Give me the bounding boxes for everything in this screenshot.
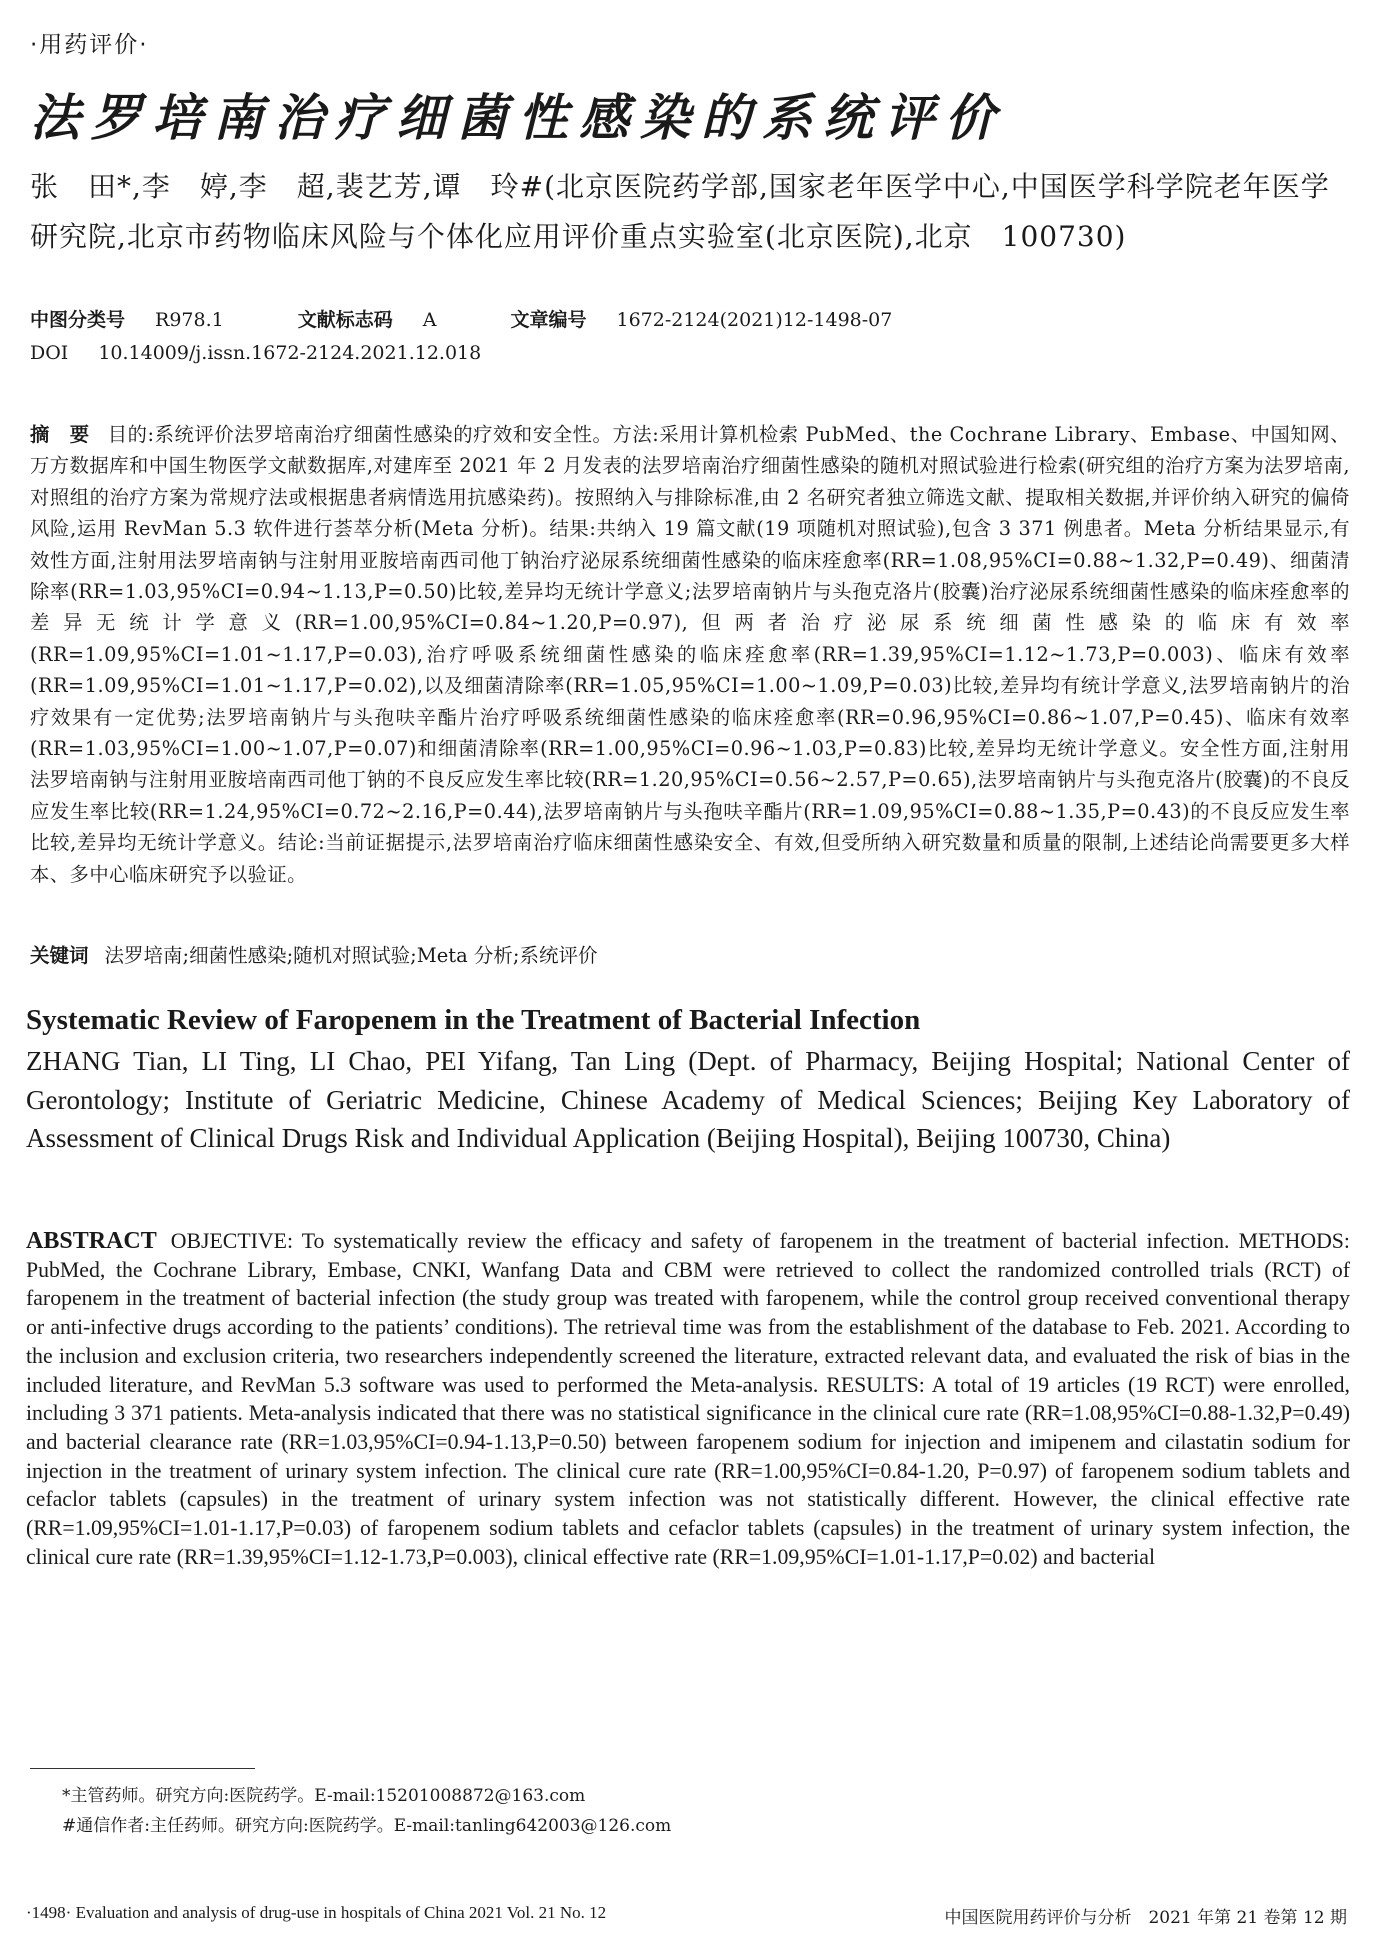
clc-label: 中图分类号 (30, 309, 126, 331)
en-authors-affiliation: ZHANG Tian, LI Ting, LI Chao, PEI Yifang, Tan Ling (Dept. of Pharmacy, Beijing Hospital; National Center of Gerontology; Institute of Geriatric Medicine, Chinese Academy of Medical Sciences; Beijing Key Laboratory of Assessment of Clinical Drugs Risk and Individual Application (Beijing Hospital), Beijing 100730, China) (26, 1046, 1350, 1153)
doi-row (30, 342, 481, 364)
doi-label: DOI (30, 342, 69, 364)
cn-abstract-text: 目的:系统评价法罗培南治疗细菌性感染的疗效和安全性。方法:采用计算机检索 PubMed、the Cochrane Library、Embase、中国知网、万方数据库和中国生物医学文献数据库,对建库至 2021 年 2 月发表的法罗培南治疗细菌性感染的随机对照试验进行检索(研究组的治疗方案为法罗培南,对照组的治疗方案为常规疗法或根据患者病情选用抗感染药)。按照纳入与排除标准,由 2 名研究者独立筛选文献、提取相关数据,并评价纳入研究的偏倚风险,运用 RevMan 5.3 软件进行荟萃分析(Meta 分析)。结果:共纳入 19 篇文献(19 项随机对照试验),包含 3 371 例患者。Meta 分析结果显示,有效性方面,注射用法罗培南钠与注射用亚胺培南西司他丁钠治疗泌尿系统细菌性感染的临床痊愈率(RR=1.08,95%CI=0.88~1.32,P=0.49)、细菌清除率(RR=1.03,95%CI=0.94~1.13,P=0.50)比较,差异均无统计学意义;法罗培南钠片与头孢克洛片(胶囊)治疗泌尿系统细菌性感染的临床痊愈率的差异无统计学意义(RR=1.00,95%CI=0.84~1.20,P=0.97),但两者治疗泌尿系统细菌性感染的临床有效率(RR=1.09,95%CI=1.01~1.17,P=0.03),治疗呼吸系统细菌性感染的临床痊愈率(RR=1.39,95%CI=1.12~1.73,P=0.003)、临床有效率(RR=1.09,95%CI=1.01~1.17,P=0.02),以及细菌清除率(RR=1.05,95%CI=1.00~1.09,P=0.03)比较,差异均有统计学意义,法罗培南钠片的治疗效果有一定优势;法罗培南钠片与头孢呋辛酯片治疗呼吸系统细菌性感染的临床痊愈率(RR=0.96,95%CI=0.86~1.07,P=0.45)、临床有效率(RR=1.03,95%CI=1.00~1.07,P=0.07)和细菌清除率(RR=1.00,95%CI=0.96~1.03,P=0.83)比较,差异均无统计学意义。安全性方面,注射用法罗培南钠与注射用亚胺培南西司他丁钠的不良反应发生率比较(RR=1.20,95%CI=0.56~2.57,P=0.65),法罗培南钠片与头孢克洛片(胶囊)的不良反应发生率比较(RR=1.24,95%CI=0.72~2.16,P=0.44),法罗培南钠片与头孢呋辛酯片(RR=1.09,95%CI=0.88~1.35,P=0.43)的不良反应发生率比较,差异均无统计学意义。结论:当前证据提示,法罗培南治疗临床细菌性感染安全、有效,但受所纳入研究数量和质量的限制,上述结论尚需要更多大样本、多中心临床研究予以验证。 (30, 423, 1351, 886)
en-abstract (26, 1227, 1350, 1571)
page-title: 法罗培南治疗细菌性感染的系统评价 (30, 89, 1006, 147)
en-abstract-text: OBJECTIVE: To systematically review the efficacy and safety of faropenem in the treatment of bacterial infection. METHODS: PubMed, the Cochrane Library, Embase, CNKI, Wanfang Data and CBM were retrieved to collect the randomized controlled trials (RCT) of faropenem in the treatment of bacterial infection (the study group was treated with faropenem, while the control group received conventional therapy or anti-infective drugs according to the patients’ conditions). The retrieval time was from the establishment of the database to Feb. 2021. According to the inclusion and exclusion criteria, two researchers independently screened the literature, extracted relevant data, and evaluated the risk of bias in the included literature, and RevMan 5.3 software was used to performed the Meta-analysis. RESULTS: A total of 19 articles (19 RCT) were enrolled, including 3 371 patients. Meta-analysis indicated that there was no statistical significance in the clinical cure rate (RR=1.08,95%CI=0.88-1.32,P=0.49) and bacterial clearance rate (RR=1.03,95%CI=0.94-1.13,P=0.50) between faropenem sodium for injection and imipenem and cilastatin sodium for injection in the treatment of urinary system infection. The clinical cure rate (RR=1.00,95%CI=0.84-1.20, P=0.97) of faropenem sodium tablets and cefaclor tablets (capsules) in the treatment of urinary system infection was not statistically different. However, the clinical effective rate (RR=1.09,95%CI=1.01-1.17,P=0.03) of faropenem sodium tablets and cefaclor tablets (capsules) in the treatment of urinary system infection, the clinical cure rate (RR=1.39,95%CI=1.12-1.73,P=0.003), clinical effective rate (RR=1.09,95%CI=1.01-1.17,P=0.02) and bacterial (26, 1229, 1350, 1569)
footnote-first-author: *主管药师。研究方向:医院药学。E-mail:15201008872@163.com (62, 1786, 586, 1806)
footer-journal-en: ·1498· Evaluation and analysis of drug-use in hospitals of China 2021 Vol. 21 No. 12 (26, 1903, 607, 1922)
doc-code-value: A (422, 309, 437, 331)
doc-code-label: 文献标志码 (297, 309, 393, 331)
cn-keywords-label: 关键词 (30, 944, 89, 967)
doi-value: 10.14009/j.issn.1672-2124.2021.12.018 (98, 342, 482, 364)
article-no-value: 1672-2124(2021)12-1498-07 (616, 309, 893, 331)
footnote-corresponding-author: #通信作者:主任药师。研究方向:医院药学。E-mail:tanling642003@126.com (62, 1816, 672, 1836)
cn-authors-affiliation: 张 田*,李 婷,李 超,裴艺芳,谭 玲#(北京医院药学部,国家老年医学中心,中国医学科学院老年医学研究院,北京市药物临床风险与个体化应用评价重点实验室(北京医院),北京 100730) (30, 170, 1330, 253)
en-abstract-label: ABSTRACT (26, 1228, 157, 1254)
footer-journal-cn: 中国医院用药评价与分析 2021 年第 21 卷第 12 期 (944, 1908, 1347, 1928)
article-no-label: 文章编号 (510, 309, 587, 331)
en-title: Systematic Review of Faropenem in the Treatment of Bacterial Infection (26, 1004, 921, 1036)
clc-value: R978.1 (155, 309, 224, 331)
cn-abstract (30, 419, 1350, 890)
article-meta-row (30, 305, 892, 332)
section-tag: ·用药评价· (30, 32, 149, 58)
cn-abstract-label: 摘 要 (30, 423, 90, 446)
footnote-divider (30, 1768, 255, 1769)
cn-keywords (30, 940, 1350, 968)
cn-keywords-text: 法罗培南;细菌性感染;随机对照试验;Meta 分析;系统评价 (104, 944, 598, 967)
